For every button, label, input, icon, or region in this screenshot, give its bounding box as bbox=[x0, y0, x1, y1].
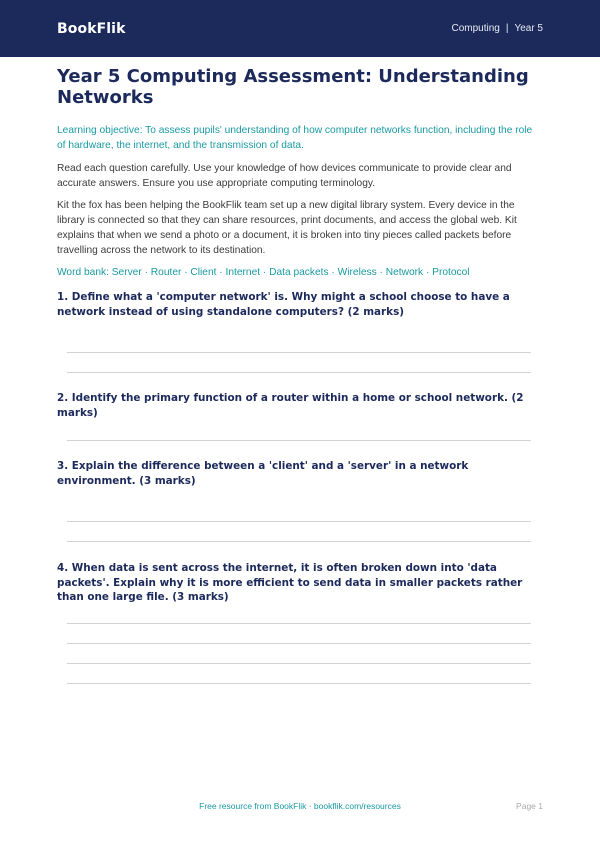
header-year: Year 5 bbox=[514, 23, 543, 34]
header-subject: Computing bbox=[451, 23, 500, 34]
answer-line[interactable] bbox=[67, 683, 531, 684]
header-separator: | bbox=[505, 23, 509, 34]
answer-line[interactable] bbox=[67, 623, 531, 624]
header-bar bbox=[0, 0, 600, 57]
instructions-text: Read each question carefully. Use your knowledge of how devices communicate to provide clear and accurate answers. Ensure you use appropriate computing terminology. bbox=[57, 163, 512, 189]
question-1: 1. Define what a 'computer network' is. Why might a school choose to have a network instead of using standalone computers? (2 marks) bbox=[57, 291, 510, 318]
intro-section bbox=[57, 66, 543, 280]
answer-line[interactable] bbox=[67, 643, 531, 644]
question-3: 3. Explain the difference between a 'client' and a 'server' in a network environment. (3 marks) bbox=[57, 460, 469, 487]
answer-line[interactable] bbox=[67, 521, 531, 522]
question-4: 4. When data is sent across the internet, it is often broken down into 'data packets'. Explain why it is more efficient to send data in smaller packets rather than one large file. (3 marks) bbox=[57, 562, 523, 603]
footer-resource-link[interactable]: Free resource from BookFlik · bookflik.com/resources bbox=[199, 801, 401, 811]
answer-line[interactable] bbox=[67, 663, 531, 664]
header-meta bbox=[451, 23, 543, 34]
word-bank: Word bank: Server · Router · Client · Internet · Data packets · Wireless · Network · Protocol bbox=[57, 267, 470, 278]
answer-line[interactable] bbox=[67, 541, 531, 542]
footer-page-number: Page 1 bbox=[516, 801, 543, 811]
brand-logo[interactable]: BookFlik bbox=[57, 20, 126, 37]
story-text: Kit the fox has been helping the BookFlik team set up a new digital library system. Every device in the library is connected so that they can share resources, print documents, and access the global web. Kit explains that when we send a photo or a document, it is broken into tiny pieces called packets before travelling across the network to its destination. bbox=[57, 200, 517, 256]
page-title: Year 5 Computing Assessment: Understanding Networks bbox=[57, 66, 529, 108]
question-2: 2. Identify the primary function of a router within a home or school network. (2 marks) bbox=[57, 392, 524, 419]
answer-line[interactable] bbox=[67, 352, 531, 353]
learning-objective: Learning objective: To assess pupils' understanding of how computer networks function, including the role of hardware, the internet, and the transmission of data. bbox=[57, 125, 533, 151]
answer-line[interactable] bbox=[67, 440, 531, 441]
answer-line[interactable] bbox=[67, 372, 531, 373]
